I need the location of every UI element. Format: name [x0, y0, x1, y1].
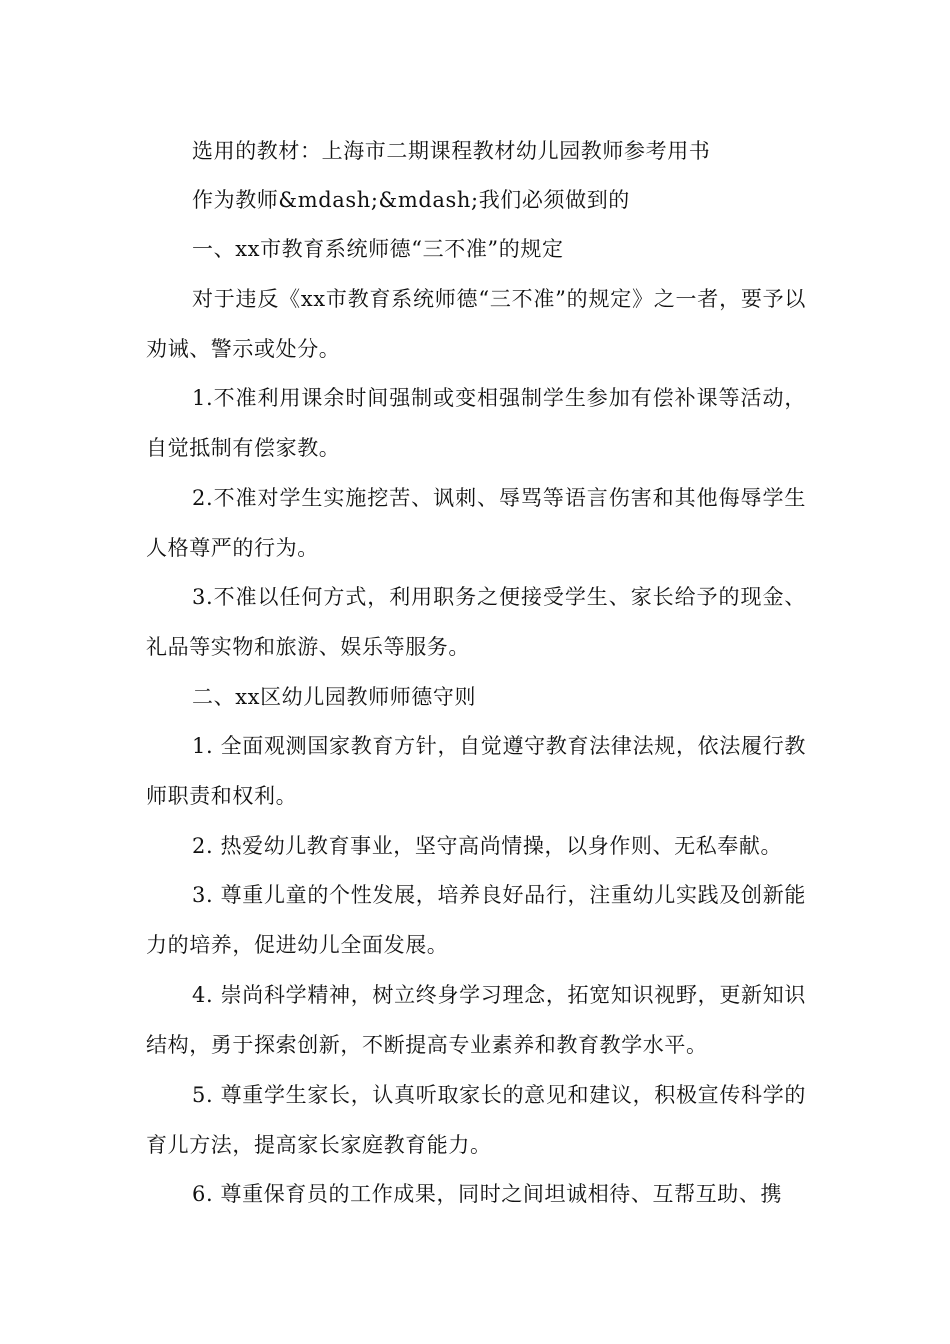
paragraph-violation-notice: 对于违反《xx市教育系统师德“三不准”的规定》之一者，要予以劝诫、警示或处分。 — [146, 287, 806, 361]
code-item-2: 2. 热爱幼儿教育事业，坚守高尚情操，以身作则、无私奉献。 — [192, 834, 783, 858]
rule-item-1: 1.不准利用课余时间强制或变相强制学生参加有偿补课等活动，自觉抵制有偿家教。 — [146, 386, 806, 460]
rule-item-3: 3.不准以任何方式，利用职务之便接受学生、家长给予的现金、礼品等实物和旅游、娱乐等服务。 — [146, 585, 806, 659]
section-heading-three-rules: 一、xx市教育系统师德“三不准”的规定 — [192, 237, 564, 261]
section-heading-code-of-ethics: 二、xx区幼儿园教师师德守则 — [192, 685, 477, 709]
paragraph-teacher-duty-title: 作为教师&mdash;&mdash;我们必须做到的 — [192, 188, 630, 212]
code-item-3: 3. 尊重儿童的个性发展，培养良好品行，注重幼儿实践及创新能力的培养，促进幼儿全面发展。 — [146, 883, 806, 957]
code-item-4: 4. 崇尚科学精神，树立终身学习理念，拓宽知识视野，更新知识结构，勇于探索创新，不断提高专业素养和教育教学水平。 — [146, 983, 806, 1057]
code-item-1: 1. 全面观测国家教育方针，自觉遵守教育法律法规，依法履行教师职责和权利。 — [146, 734, 806, 808]
rule-item-2: 2.不准对学生实施挖苦、讽刺、辱骂等语言伤害和其他侮辱学生人格尊严的行为。 — [146, 486, 806, 560]
code-item-6: 6. 尊重保育员的工作成果，同时之间坦诚相待、互帮互助、携 — [192, 1182, 783, 1206]
code-item-5: 5. 尊重学生家长，认真听取家长的意见和建议，积极宣传科学的育儿方法，提高家长家庭教育能力。 — [146, 1083, 806, 1157]
paragraph-textbook: 选用的教材：上海市二期课程教材幼儿园教师参考用书 — [192, 139, 711, 163]
